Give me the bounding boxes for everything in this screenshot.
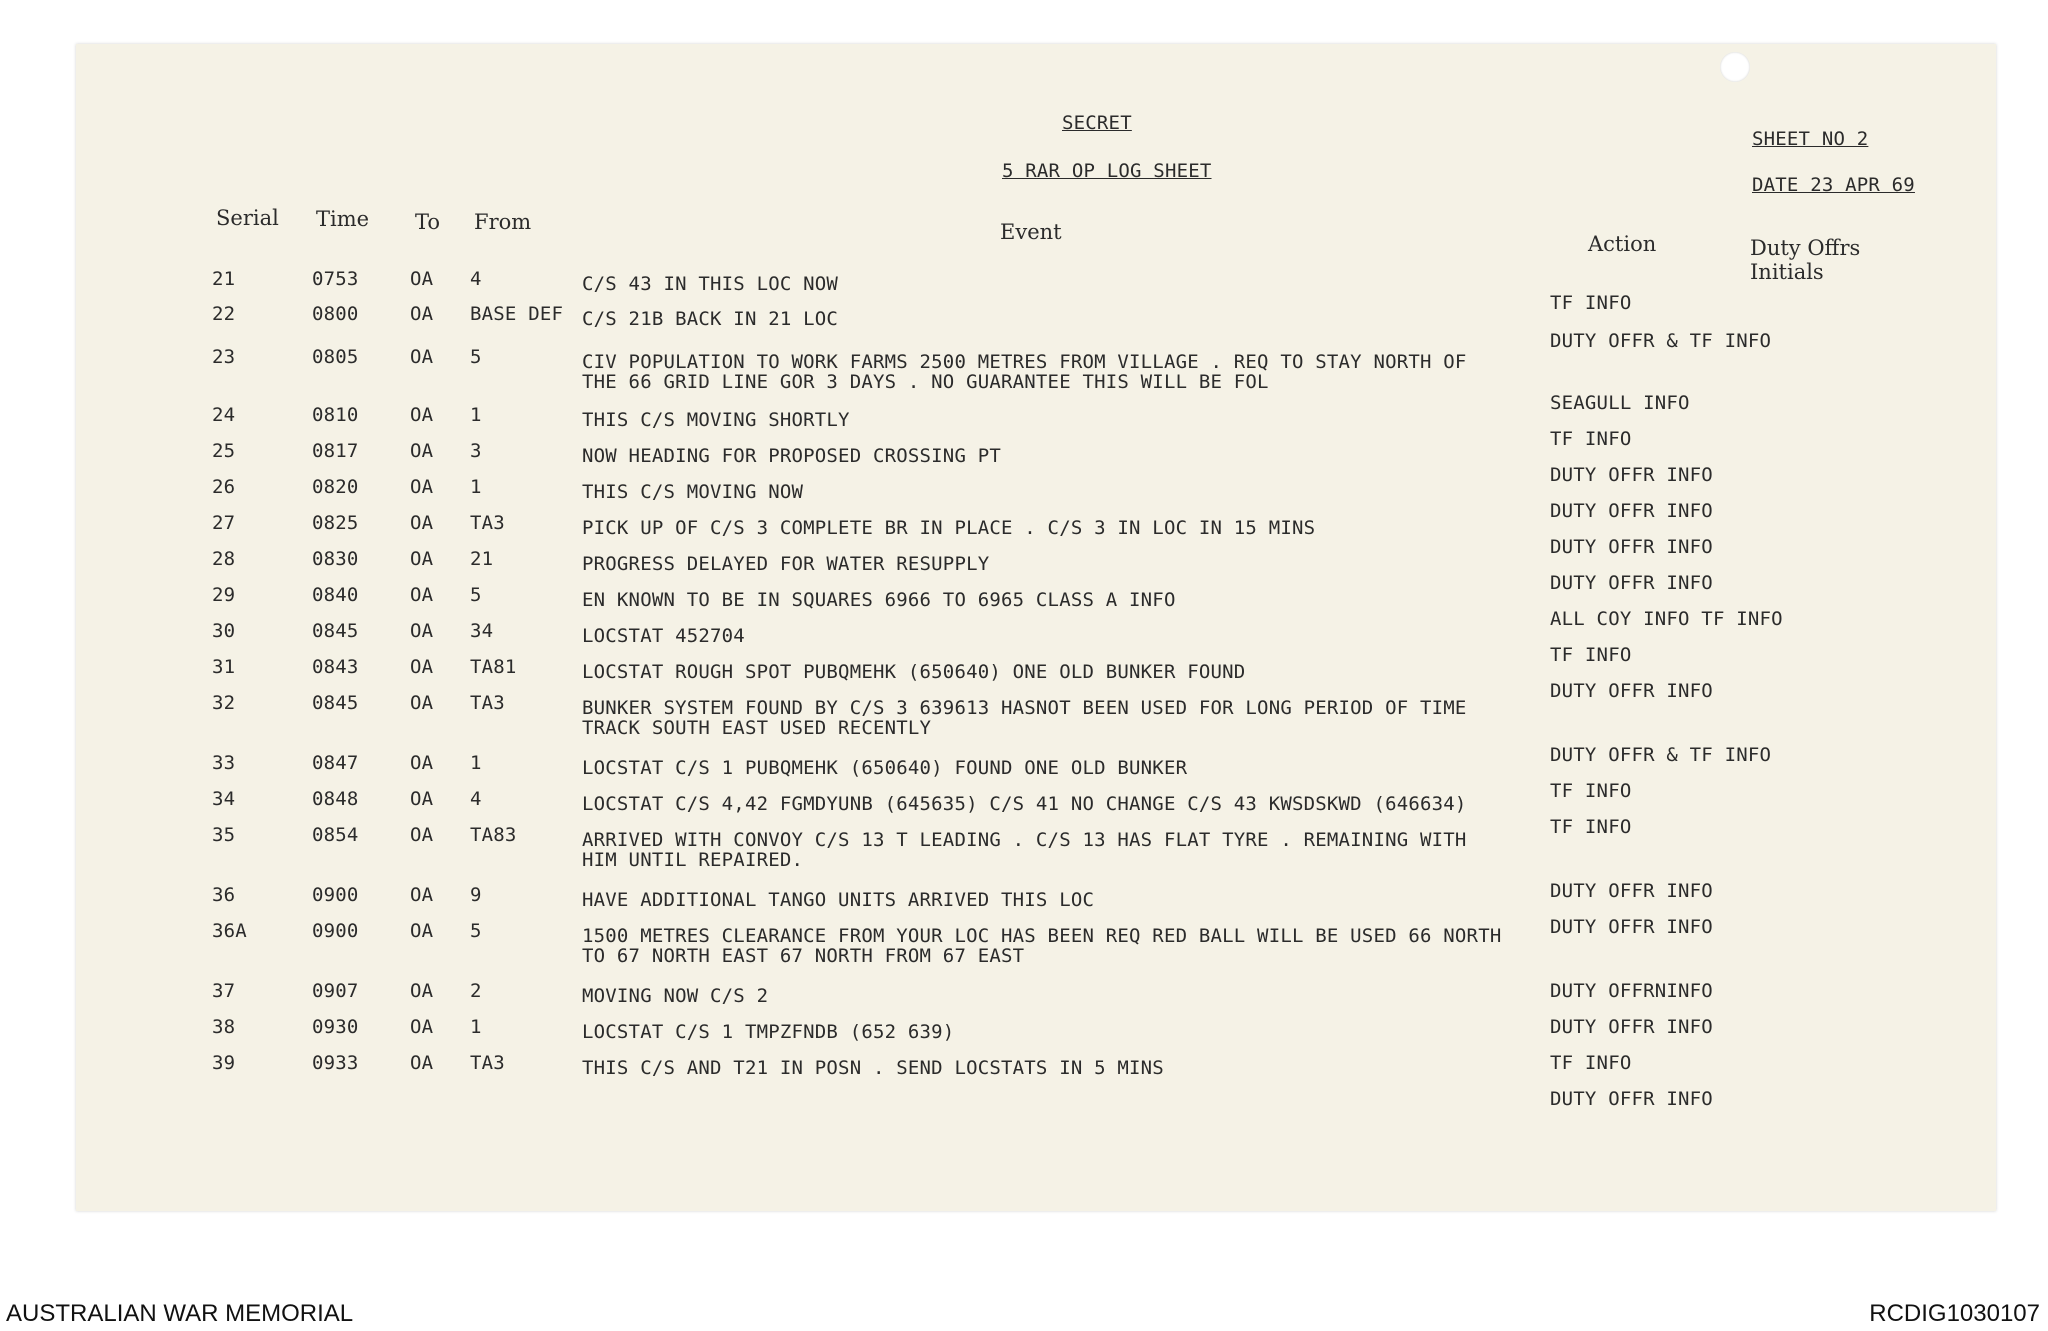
time-cell: 0817 [312, 440, 359, 462]
action-cell: TF INFO [1550, 780, 1632, 802]
time-cell: 0820 [312, 476, 359, 498]
from-cell: 3 [470, 440, 482, 462]
action-cell: TF INFO [1550, 644, 1632, 666]
from-cell: 4 [470, 268, 482, 290]
to-cell: OA [410, 548, 434, 570]
action-cell: TF INFO [1550, 428, 1632, 450]
col-header-event: Event [1000, 220, 1062, 244]
time-cell: 0830 [312, 548, 359, 570]
col-header-time: Time [316, 207, 370, 231]
to-cell: OA [410, 268, 434, 290]
time-cell: 0800 [312, 303, 359, 325]
time-cell: 0753 [312, 268, 359, 290]
event-cell: THIS C/S MOVING NOW [582, 481, 804, 503]
event-cell: ARRIVED WITH CONVOY C/S 13 T LEADING . C/S 13 HAS FLAT TYRE . REMAINING WITH HIM UNTIL REPAIRED. [582, 829, 1467, 871]
col-header-from: From [474, 210, 532, 234]
time-cell: 0847 [312, 752, 359, 774]
serial-cell: 36 [212, 884, 236, 906]
to-cell: OA [410, 346, 434, 368]
serial-cell: 36A [212, 920, 247, 942]
action-cell: DUTY OFFR INFO [1550, 464, 1713, 486]
to-cell: OA [410, 512, 434, 534]
time-cell: 0845 [312, 620, 359, 642]
to-cell: OA [410, 656, 434, 678]
to-cell: OA [410, 692, 434, 714]
from-cell: BASE DEF [470, 303, 564, 325]
serial-cell: 28 [212, 548, 236, 570]
event-cell: LOCSTAT ROUGH SPOT PUBQMEHK (650640) ONE OLD BUNKER FOUND [582, 661, 1246, 683]
to-cell: OA [410, 1016, 434, 1038]
to-cell: OA [410, 920, 434, 942]
event-cell: LOCSTAT C/S 1 PUBQMEHK (650640) FOUND ONE OLD BUNKER [582, 757, 1188, 779]
serial-cell: 35 [212, 824, 236, 846]
to-cell: OA [410, 788, 434, 810]
serial-cell: 32 [212, 692, 236, 714]
to-cell: OA [410, 980, 434, 1002]
event-cell: CIV POPULATION TO WORK FARMS 2500 METRES FROM VILLAGE . REQ TO STAY NORTH OF THE 66 GRID LINE GOR 3 DAYS . NO GUARANTEE THIS WILL BE FOL [582, 351, 1467, 393]
from-cell: 1 [470, 404, 482, 426]
serial-cell: 34 [212, 788, 236, 810]
event-cell: MOVING NOW C/S 2 [582, 985, 769, 1007]
from-cell: 5 [470, 920, 482, 942]
classification-marking: SECRET [1062, 112, 1132, 134]
archive-id: RCDIG1030107 [1869, 1300, 2040, 1327]
time-cell: 0848 [312, 788, 359, 810]
serial-cell: 24 [212, 404, 236, 426]
from-cell: TA3 [470, 512, 505, 534]
serial-cell: 23 [212, 346, 236, 368]
to-cell: OA [410, 1052, 434, 1074]
to-cell: OA [410, 884, 434, 906]
col-header-initials: Duty Offrs Initials [1750, 236, 1861, 284]
col-header-to: To [415, 210, 441, 234]
punch-hole [1720, 52, 1750, 82]
action-cell: DUTY OFFR & TF INFO [1550, 744, 1772, 766]
sheet-date: DATE 23 APR 69 [1752, 174, 1915, 196]
to-cell: OA [410, 752, 434, 774]
col-header-serial: Serial [216, 206, 279, 230]
time-cell: 0900 [312, 920, 359, 942]
action-cell: ALL COY INFO TF INFO [1550, 608, 1783, 630]
time-cell: 0854 [312, 824, 359, 846]
from-cell: 5 [470, 584, 482, 606]
from-cell: 2 [470, 980, 482, 1002]
from-cell: 34 [470, 620, 494, 642]
event-cell: NOW HEADING FOR PROPOSED CROSSING PT [582, 445, 1002, 467]
time-cell: 0845 [312, 692, 359, 714]
action-cell: DUTY OFFR INFO [1550, 1016, 1713, 1038]
event-cell: THIS C/S MOVING SHORTLY [582, 409, 850, 431]
event-cell: HAVE ADDITIONAL TANGO UNITS ARRIVED THIS LOC [582, 889, 1095, 911]
time-cell: 0900 [312, 884, 359, 906]
from-cell: 5 [470, 346, 482, 368]
time-cell: 0840 [312, 584, 359, 606]
action-cell: DUTY OFFR INFO [1550, 572, 1713, 594]
event-cell: LOCSTAT C/S 4,42 FGMDYUNB (645635) C/S 41 NO CHANGE C/S 43 KWSDSKWD (646634) [582, 793, 1467, 815]
to-cell: OA [410, 404, 434, 426]
serial-cell: 39 [212, 1052, 236, 1074]
action-cell: DUTY OFFR INFO [1550, 680, 1713, 702]
action-cell: TF INFO [1550, 1052, 1632, 1074]
action-cell: DUTY OFFRNINFO [1550, 980, 1713, 1002]
from-cell: 1 [470, 476, 482, 498]
from-cell: 21 [470, 548, 494, 570]
to-cell: OA [410, 476, 434, 498]
serial-cell: 31 [212, 656, 236, 678]
event-cell: LOCSTAT 452704 [582, 625, 745, 647]
action-cell: TF INFO [1550, 816, 1632, 838]
time-cell: 0843 [312, 656, 359, 678]
time-cell: 0907 [312, 980, 359, 1002]
to-cell: OA [410, 824, 434, 846]
serial-cell: 38 [212, 1016, 236, 1038]
serial-cell: 22 [212, 303, 236, 325]
event-cell: BUNKER SYSTEM FOUND BY C/S 3 639613 HASNOT BEEN USED FOR LONG PERIOD OF TIME TRACK SOUTH EAST USED RECENTLY [582, 697, 1467, 739]
event-cell: EN KNOWN TO BE IN SQUARES 6966 TO 6965 CLASS A INFO [582, 589, 1176, 611]
sheet-number: SHEET NO 2 [1752, 128, 1869, 150]
time-cell: 0933 [312, 1052, 359, 1074]
from-cell: TA83 [470, 824, 517, 846]
serial-cell: 29 [212, 584, 236, 606]
to-cell: OA [410, 620, 434, 642]
to-cell: OA [410, 303, 434, 325]
from-cell: TA3 [470, 692, 505, 714]
archive-credit: AUSTRALIAN WAR MEMORIAL [6, 1300, 354, 1327]
serial-cell: 21 [212, 268, 236, 290]
action-cell: DUTY OFFR INFO [1550, 880, 1713, 902]
action-cell: DUTY OFFR INFO [1550, 1088, 1713, 1110]
serial-cell: 33 [212, 752, 236, 774]
action-cell: DUTY OFFR INFO [1550, 500, 1713, 522]
serial-cell: 27 [212, 512, 236, 534]
from-cell: TA81 [470, 656, 517, 678]
to-cell: OA [410, 584, 434, 606]
action-cell: DUTY OFFR INFO [1550, 916, 1713, 938]
from-cell: 4 [470, 788, 482, 810]
from-cell: TA3 [470, 1052, 505, 1074]
action-cell: TF INFO [1550, 292, 1632, 314]
serial-cell: 26 [212, 476, 236, 498]
col-header-action: Action [1588, 232, 1657, 256]
time-cell: 0805 [312, 346, 359, 368]
page-title: 5 RAR OP LOG SHEET [1002, 160, 1212, 182]
event-cell: THIS C/S AND T21 IN POSN . SEND LOCSTATS IN 5 MINS [582, 1057, 1164, 1079]
time-cell: 0810 [312, 404, 359, 426]
event-cell: C/S 43 IN THIS LOC NOW [582, 273, 839, 295]
action-cell: DUTY OFFR & TF INFO [1550, 330, 1772, 352]
serial-cell: 30 [212, 620, 236, 642]
event-cell: LOCSTAT C/S 1 TMPZFNDB (652 639) [582, 1021, 955, 1043]
serial-cell: 25 [212, 440, 236, 462]
to-cell: OA [410, 440, 434, 462]
from-cell: 9 [470, 884, 482, 906]
event-cell: 1500 METRES CLEARANCE FROM YOUR LOC HAS BEEN REQ RED BALL WILL BE USED 66 NORTH TO 67 NORTH EAST 67 NORTH FROM 67 EAST [582, 925, 1502, 967]
event-cell: PICK UP OF C/S 3 COMPLETE BR IN PLACE . C/S 3 IN LOC IN 15 MINS [582, 517, 1316, 539]
event-cell: C/S 21B BACK IN 21 LOC [582, 308, 839, 330]
time-cell: 0825 [312, 512, 359, 534]
action-cell: SEAGULL INFO [1550, 392, 1690, 414]
time-cell: 0930 [312, 1016, 359, 1038]
from-cell: 1 [470, 1016, 482, 1038]
from-cell: 1 [470, 752, 482, 774]
action-cell: DUTY OFFR INFO [1550, 536, 1713, 558]
event-cell: PROGRESS DELAYED FOR WATER RESUPPLY [582, 553, 990, 575]
serial-cell: 37 [212, 980, 236, 1002]
